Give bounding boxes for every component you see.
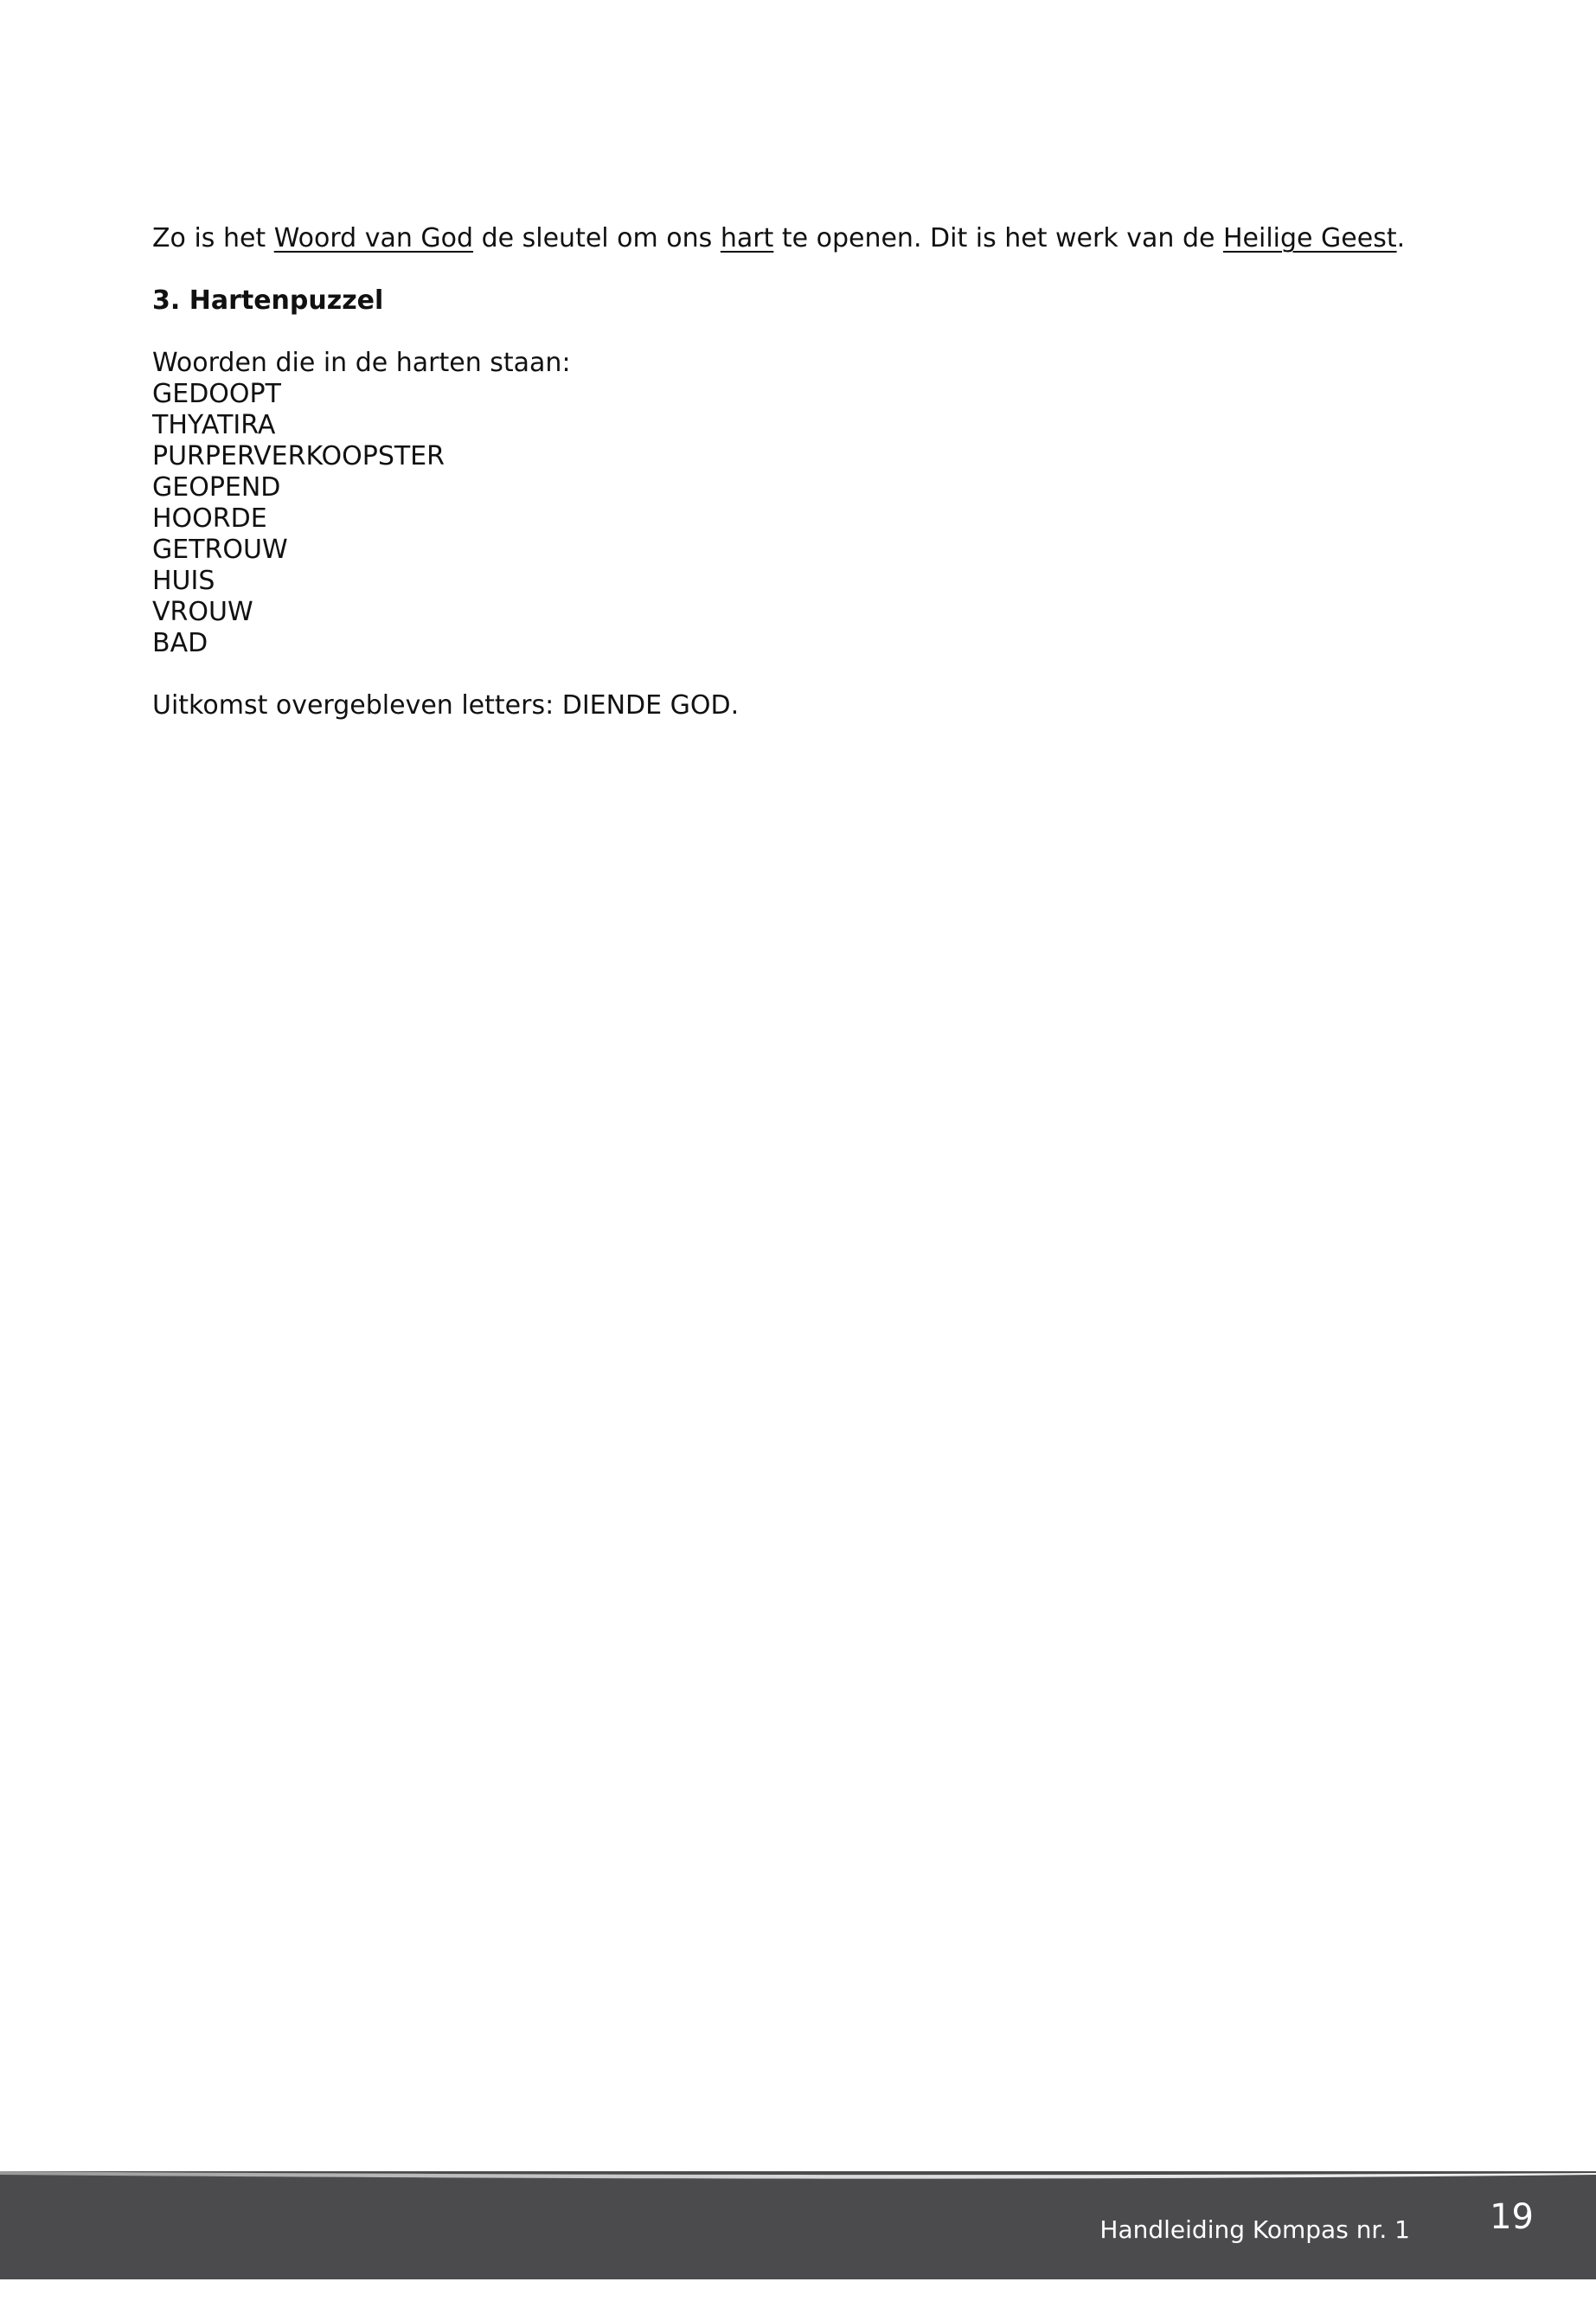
words-intro: Woorden die in de harten staan: xyxy=(152,348,571,378)
word-item: BAD xyxy=(152,628,208,658)
intro-text-4: . xyxy=(1396,223,1406,253)
intro-text-1: Zo is het xyxy=(152,223,274,253)
page-number: 19 xyxy=(1490,2197,1534,2237)
section-heading: 3. Hartenpuzzel xyxy=(152,285,384,316)
word-item: GEOPEND xyxy=(152,472,281,503)
result-text: Uitkomst overgebleven letters: DIENDE GOD. xyxy=(152,690,740,721)
word-item: HOORDE xyxy=(152,503,267,534)
word-item: HUIS xyxy=(152,566,215,596)
word-item: GETROUW xyxy=(152,535,288,565)
underlined-hart: hart xyxy=(720,223,774,253)
footer-title: Handleiding Kompas nr. 1 xyxy=(1099,2215,1410,2244)
underlined-heilige-geest: Heilige Geest xyxy=(1222,223,1397,253)
underlined-woord-van-god: Woord van God xyxy=(273,223,474,253)
word-item: VROUW xyxy=(152,597,253,627)
word-item: PURPERVERKOOPSTER xyxy=(152,441,445,471)
word-item: THYATIRA xyxy=(152,410,276,440)
intro-text-3: te openen. Dit is het werk van de xyxy=(773,223,1223,253)
footer-swoosh-decoration xyxy=(0,2163,1596,2189)
page-content xyxy=(152,223,1450,721)
word-list xyxy=(152,379,1450,659)
intro-paragraph xyxy=(152,223,1450,254)
intro-text-2: de sleutel om ons xyxy=(473,223,721,253)
word-item: GEDOOPT xyxy=(152,379,281,409)
